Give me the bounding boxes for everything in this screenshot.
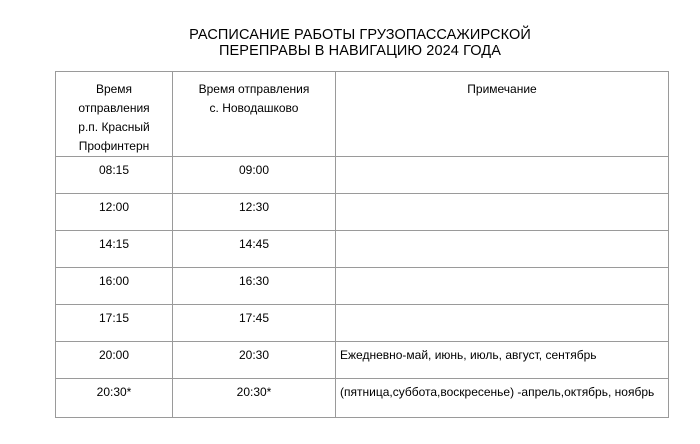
note-cell: [336, 194, 668, 200]
header-note: [336, 72, 669, 157]
note-cell: [336, 305, 668, 311]
title-line-2: ПЕРЕПРАВЫ В НАВИГАЦИЮ 2024 ГОДА: [219, 43, 501, 59]
table-header-row: [56, 72, 669, 157]
note-cell: [336, 157, 668, 163]
departure-to-cell: 20:30*: [236, 385, 272, 399]
departure-to-cell: 16:30: [238, 274, 270, 288]
departure-to-cell: 17:45: [238, 311, 270, 325]
title-line-1: РАСПИСАНИЕ РАБОТЫ ГРУЗОПАССАЖИРСКОЙ: [189, 27, 531, 43]
header-text: Время: [95, 82, 133, 96]
document-title: [0, 27, 700, 59]
header-departure-krasny-profintern: [56, 72, 173, 157]
departure-from-cell: 20:30*: [96, 385, 132, 399]
header-text: р.п. Красный: [78, 120, 150, 134]
header-departure-novodashkovo: [173, 72, 336, 157]
header-text: Примечание: [467, 82, 537, 96]
note-cell: (пятница,суббота,воскресенье) -апрель,октябрь, ноябрь: [340, 385, 655, 399]
table-row: [56, 157, 669, 194]
note-cell: [336, 231, 668, 237]
departure-to-cell: 20:30: [238, 348, 270, 362]
note-cell: Ежедневно-май, июнь, июль, август, сентябрь: [340, 348, 597, 362]
departure-from-cell: 14:15: [98, 237, 130, 251]
departure-from-cell: 20:00: [98, 348, 130, 362]
departure-from-cell: 16:00: [98, 274, 130, 288]
table-row: [56, 268, 669, 305]
departure-to-cell: 09:00: [238, 163, 270, 177]
header-text: Время отправления: [198, 82, 310, 96]
table-row: [56, 342, 669, 379]
departure-to-cell: 12:30: [238, 200, 270, 214]
departure-to-cell: 14:45: [238, 237, 270, 251]
table-row: [56, 379, 669, 418]
departure-from-cell: 12:00: [98, 200, 130, 214]
note-cell: [336, 268, 668, 274]
departure-from-cell: 08:15: [98, 163, 130, 177]
schedule-table: [55, 71, 669, 418]
header-text: Профинтерн: [78, 139, 150, 153]
departure-from-cell: 17:15: [98, 311, 130, 325]
table-row: [56, 305, 669, 342]
table-row: [56, 231, 669, 268]
table-row: [56, 194, 669, 231]
header-text: отправления: [78, 101, 150, 115]
header-text: с. Новодашково: [209, 101, 299, 115]
